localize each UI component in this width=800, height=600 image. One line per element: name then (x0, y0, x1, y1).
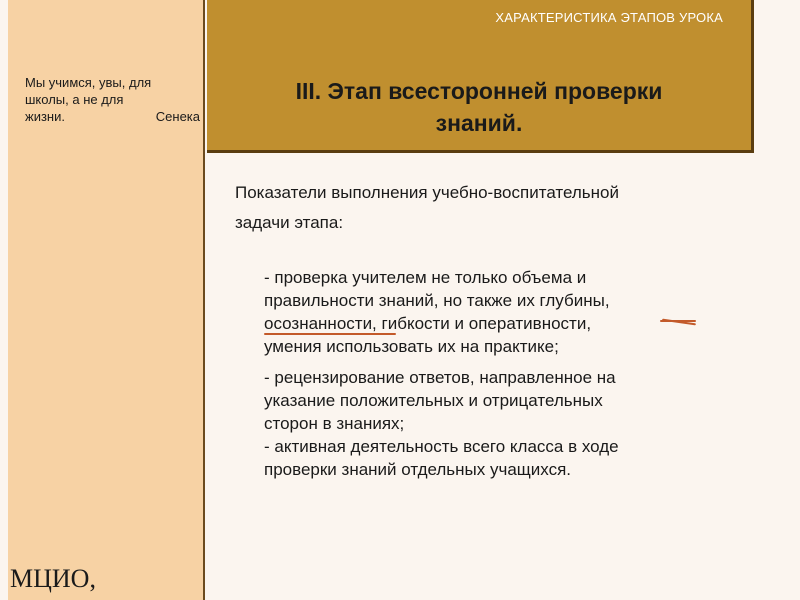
slide-header (207, 0, 754, 153)
intro-text (235, 178, 735, 238)
indicator-item (264, 366, 754, 435)
quote-line: жизни. (25, 109, 65, 124)
quote-line: Мы учимся, увы, для (25, 75, 152, 90)
indicator-line: - рецензирование ответов, направленное на (264, 368, 616, 387)
indicator-line: указание положительных и отрицательных (264, 391, 603, 410)
quote-author: Сенека (155, 109, 200, 124)
sidebar (8, 0, 205, 600)
indicator-line: правильности знаний, но также их глубины, (264, 291, 610, 310)
intro-line: Показатели выполнения учебно-воспитательной (235, 183, 619, 202)
highlight-underline (264, 333, 396, 335)
indicator-line: умения использовать их на практике; (264, 337, 559, 356)
indicator-item (264, 435, 754, 481)
indicator-list (264, 266, 754, 481)
epigraph-quote (25, 74, 200, 125)
indicator-line: - активная деятельность всего класса в ходе (264, 437, 619, 456)
title-line: знаний. (435, 110, 523, 136)
category-caption: ХАРАКТЕРИСТИКА ЭТАПОВ УРОКА (495, 10, 723, 25)
indicator-line: - проверка учителем не только объема и (264, 268, 587, 287)
organization-label: МЦИО, (10, 564, 96, 593)
quote-last-line (25, 108, 200, 125)
indicator-line: сторон в знаниях; (264, 414, 405, 433)
indicator-item (264, 266, 754, 358)
indicator-line: проверки знаний отдельных учащихся. (264, 460, 572, 479)
title-line: III. Этап всесторонней проверки (295, 78, 663, 104)
quote-line: школы, а не для (25, 92, 124, 107)
intro-line: задачи этапа: (235, 213, 344, 232)
slide-title (217, 75, 741, 139)
indicator-line: осознанности, гибкости и оперативности, (264, 314, 592, 333)
